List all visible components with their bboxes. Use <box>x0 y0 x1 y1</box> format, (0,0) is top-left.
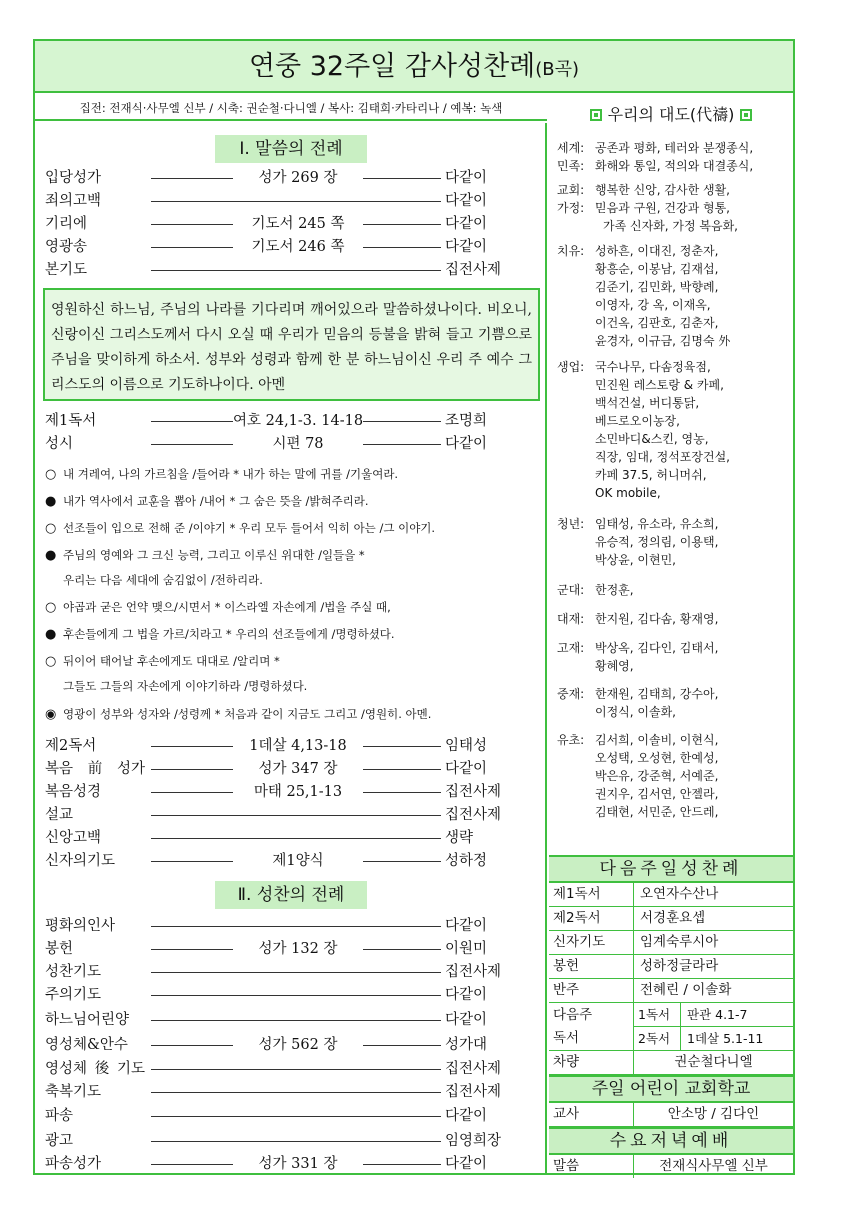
service-row: 봉헌 성가 132 장 이원미 <box>45 941 488 957</box>
service-row: 하느님어린양 다같이 <box>45 1012 488 1028</box>
next-week-row: 봉헌 성하정글라라 <box>549 955 793 979</box>
page-title <box>35 41 793 93</box>
psalm-verse: ◉ 영광이 성부와 성자와 /성령께 * 처음과 같이 지금도 그리고 /영원히. 아멘. <box>45 707 432 722</box>
section-heading-eucharist: Ⅱ. 성찬의 전례 <box>215 881 367 909</box>
wednesday-service-row: 말씀 전재식사무엘 신부 <box>549 1155 793 1179</box>
service-row: 제1독서 여호 24,1-3. 14-18 조명희 <box>45 413 488 429</box>
service-row: 광고 임영희장 <box>45 1133 502 1149</box>
square-bullet-icon <box>740 109 752 121</box>
service-row: 평화의인사 다같이 <box>45 918 488 934</box>
service-row: 영성체後기도 집전사제 <box>45 1061 502 1077</box>
collect-prayer: 영원하신 하느님, 주님의 나라를 기다리며 깨어있으라 말씀하셨나이다. 비오니, 신랑이신 그리스도께서 다시 오실 때 우리가 믿음의 등불을 밝혀 들고 기쁨으로 주님을 맞이하게 하소서. 성부와 성령과 함께 한 분 하느님이신 우리 주 예수 그리스도의 이름으로 기도하나이다. 아멘 <box>43 288 540 401</box>
service-row: 파송 다같이 <box>45 1108 488 1124</box>
service-row: 성찬기도 집전사제 <box>45 964 502 980</box>
church-school-row: 교사 안소망 / 김다인 <box>549 1103 793 1127</box>
next-week-readings: 다음주 독서 1독서 판관 4.1-7 2독서 1데살 5.1-11 <box>549 1003 793 1051</box>
psalm-verse: ○ 내 겨레여, 나의 가르침을 /들어라 * 내가 하는 말에 귀를 /기울여라. <box>45 467 399 482</box>
psalm-verse: ● 후손들에게 그 법을 가르/치라고 * 우리의 선조들에게 /명령하셨다. <box>45 627 395 642</box>
next-week-row: 차량 권순철다니엘 <box>549 1051 793 1075</box>
next-week-row: 신자기도 임계숙루시아 <box>549 931 793 955</box>
service-row: 복음前성가 성가 347 장 다같이 <box>45 761 488 777</box>
service-row: 신앙고백 생략 <box>45 830 474 846</box>
church-school-heading: 주일 어린이 교회학교 <box>549 1075 793 1103</box>
service-row: 제2독서 1데살 4,13-18 임태성 <box>45 738 488 754</box>
section-heading-word: Ⅰ. 말씀의 전례 <box>215 135 367 163</box>
psalm-verse: 그들도 그들의 자손에게 이야기하라 /명령하셨다. <box>63 679 308 693</box>
wednesday-service-heading: 수요저녁예배 <box>549 1127 793 1155</box>
psalm-verse: 우리는 다음 세대에 숨김없이 /전하리라. <box>63 573 263 587</box>
service-row: 설교 집전사제 <box>45 807 502 823</box>
service-row: 죄의고백 다같이 <box>45 193 488 209</box>
liturgy-roles: 집전: 전재식·사무엘 신부 / 시축: 권순철·다니엘 / 복사: 김태희·카타리나 / 예복: 녹색 <box>35 95 547 121</box>
service-row: 기리에 기도서 245 쪽 다같이 <box>45 216 488 232</box>
intercessions-heading: 우리의 대도(代禱) <box>549 95 793 135</box>
service-row: 축복기도 집전사제 <box>45 1084 502 1100</box>
service-row: 신자의기도 제1양식 성하정 <box>45 853 488 869</box>
service-row: 복음성경 마태 25,1-13 집전사제 <box>45 784 502 800</box>
square-bullet-icon <box>590 109 602 121</box>
service-row: 영광송 기도서 246 쪽 다같이 <box>45 239 488 255</box>
bulletin-page <box>33 39 795 1175</box>
psalm-verse: ● 내가 역사에서 교훈을 뽑아 /내어 * 그 숨은 뜻을 /밝혀주리라. <box>45 494 369 509</box>
psalm-verse: ○ 야곱과 굳은 언약 맺으/시면서 * 이스라엘 자손에게 /법을 주실 때, <box>45 600 391 615</box>
service-row: 영성체&안수 성가 562 장 성가대 <box>45 1037 488 1053</box>
next-week-row: 제1독서 오연자수산나 <box>549 883 793 907</box>
order-of-service <box>35 123 547 1175</box>
psalm-verse: ● 주님의 영예와 그 크신 능력, 그리고 이루신 위대한 /일들을 * <box>45 548 365 563</box>
next-week-heading: 다음주일성찬례 <box>549 855 793 883</box>
psalm-verse: ○ 뒤이어 태어날 후손에게도 대대로 /알리며 * <box>45 654 280 669</box>
title-main: 연중 32주일 감사성찬례 <box>248 51 536 82</box>
next-week-row: 제2독서 서경훈요셉 <box>549 907 793 931</box>
title-suffix: (B곡) <box>535 59 580 80</box>
service-row: 본기도 집전사제 <box>45 262 502 278</box>
service-row: 입당성가 성가 269 장 다같이 <box>45 170 488 186</box>
service-row: 성시 시편 78 다같이 <box>45 436 488 452</box>
sidebar: 우리의 대도(代禱) 세계: 공존과 평화, 테러와 분쟁종식, 민족: 화해와 통일, 적의와 대결종식, 교회: 행복한 신앙, 감사한 생활, 가정: 믿음과 구원, 건강과 형통, 가족 신자화, 가정 복음화, 치유: 성하흔, 이대진, 정춘자, 황흥순, 이봉남, 김재섭, 김준기, 김민화, 박향례, 이영자, 강 옥, 이재옥, 이건옥, 김판호, 김춘자, 윤경자, 이규금, 김명숙 外 생업: 국수나무, 다솜정육점, 민진원 레스토랑 & 카페, 백석건설, 버디통닭, 베드로오이농장, 소민바디&스킨, 영농, 직장, 임대, 정석포장건설, 카페 37.5, 허니머쉬, OK mobile, 청년: 임태성, 유소라, 유소희, 유승적, 정의림, 이용택, 박상윤, 이현민, 군대: 한정훈, 대재: 한지원, 김다솜, 황재영, 고재: 박상옥, 김다인, 김태서, 황혜영, 중재: 한재원, 김태희, 강수아, 이정식, 이솔화, 유초: 김서희, 이솔비, 이현식, 오성택, 오성현, 한예성, 박은유, 강준혁, 서예준, 권지우, 김서연, 안젤라, 김태현, 서민준, 안드레, 다음주일성찬례 제1독서 오연자수산나 제2독서 서경훈요셉 신자기도 임계숙루시아 봉헌 성하정글라라 반주 전혜린 / 이솔화 다음주 독서 1독서 판관 4.1-7 2독서 1데살 5.1-11 차량 권순철다니엘 주일 어린이 교회학교 교사 안소망 / 김다인 수요저녁예배 말씀 전재식사무엘 신부 <box>549 95 793 1175</box>
service-row: 파송성가 성가 331 장 다같이 <box>45 1156 488 1172</box>
next-week-row: 반주 전혜린 / 이솔화 <box>549 979 793 1003</box>
psalm-verse: ○ 선조들이 입으로 전해 준 /이야기 * 우리 모두 들어서 익히 아는 /그 이야기. <box>45 521 436 536</box>
service-row: 주의기도 다같이 <box>45 987 488 1003</box>
